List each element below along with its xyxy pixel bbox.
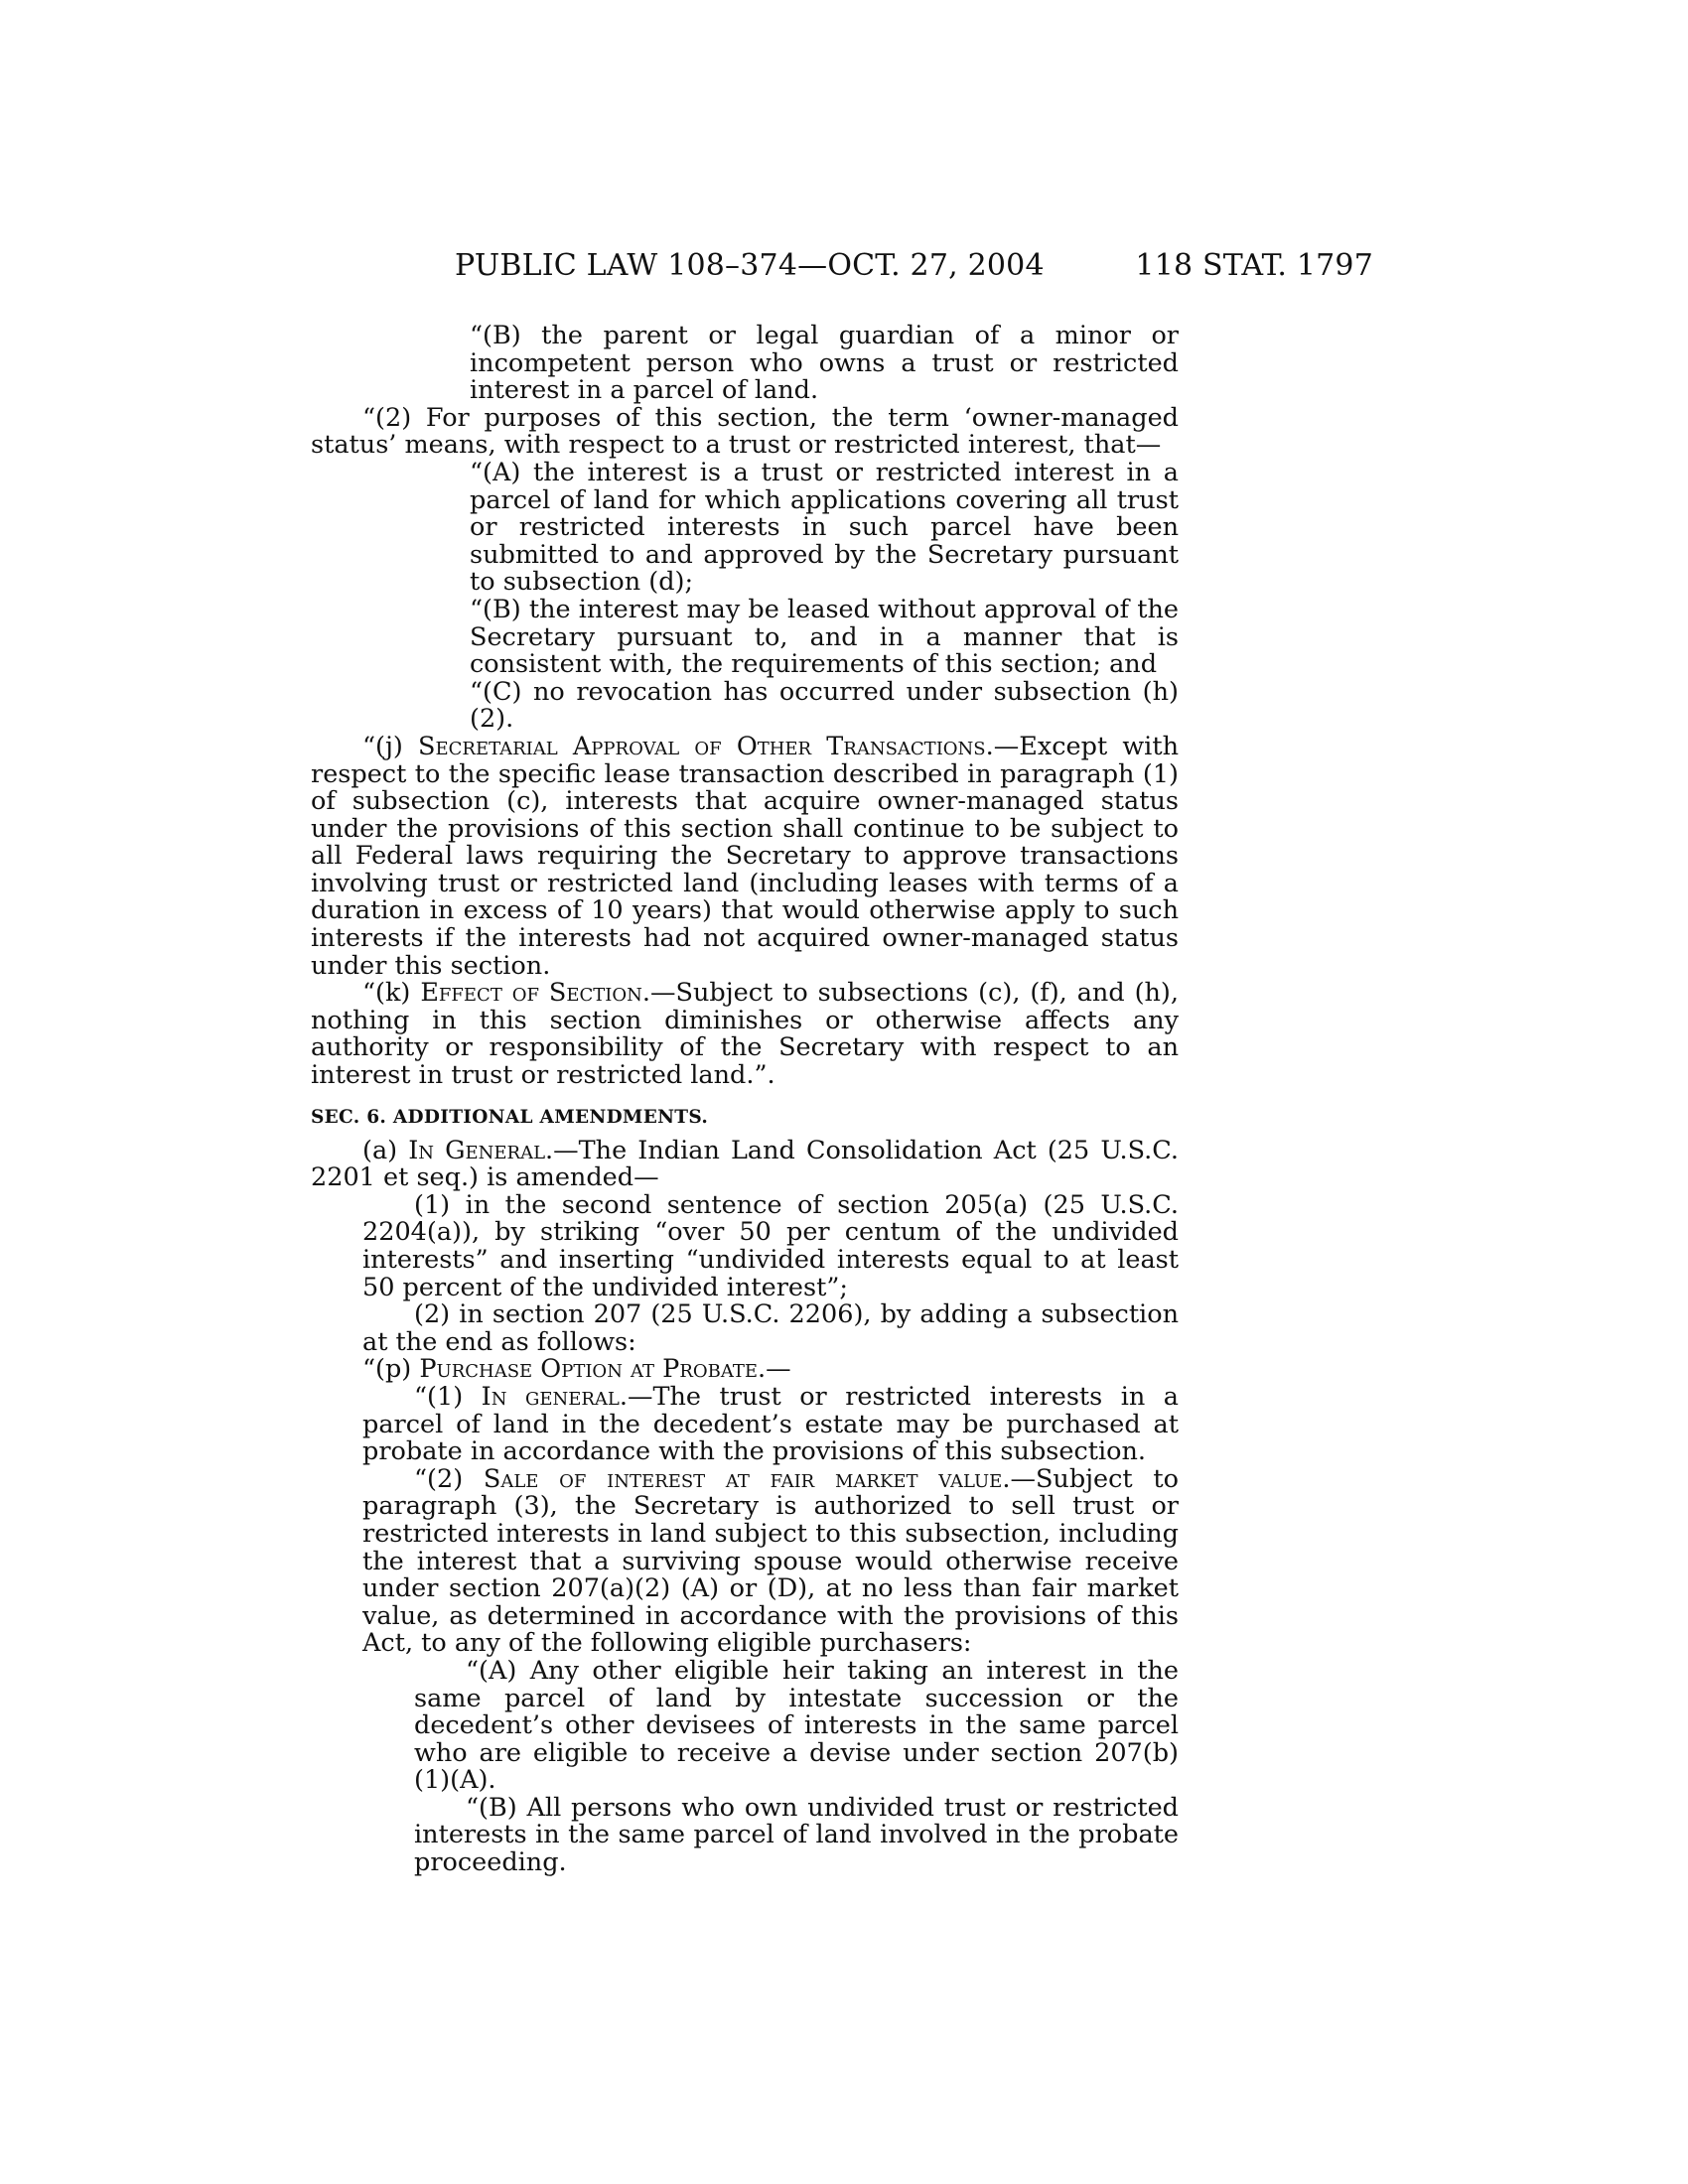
subsection-a-in-general: (a) In General.—The Indian Land Consolidation Act (25 U.S.C. 2201 et seq.) is amended— xyxy=(311,1135,1179,1193)
paragraph-2-caption: Sale of interest at fair market value. xyxy=(483,1463,1011,1494)
subsection-k: “(k) Effect of Section.—Subject to subsections (c), (f), and (h), nothing in this section diminishes or otherwise affects any authority or responsibility of the Secretary with respect to an interest in trust or restricted land.”. xyxy=(311,978,1179,1091)
amendment-2: (2) in section 207 (25 U.S.C. 2206), by adding a subsection at the end as follows: xyxy=(362,1299,1179,1357)
clause-b-parent-guardian: “(B) the parent or legal guardian of a minor or incompetent person who owns a trust or restricted interest in a parcel of land. xyxy=(470,321,1179,406)
statute-citation: 118 STAT. 1797 xyxy=(1135,248,1373,283)
paragraph-1-in-general: “(1) In general.—The trust or restricted interests in a parcel of land in the decedent’s estate may be purchased at probate in accordance with the provisions of this subsection. xyxy=(362,1381,1180,1467)
running-head: PUBLIC LAW 108–374—OCT. 27, 2004 xyxy=(455,248,1045,283)
page-header xyxy=(455,246,1373,286)
subsection-a-caption: In General. xyxy=(408,1135,554,1165)
paragraph-1-caption: In general. xyxy=(481,1381,628,1412)
section-heading: SEC. 6. ADDITIONAL AMENDMENTS. xyxy=(311,1106,709,1128)
subsection-k-caption: Effect of Section. xyxy=(420,978,651,1009)
subsection-j-caption: Secretarial Approval of Other Transactions. xyxy=(418,731,994,761)
paragraph-2-sale-of-interest: “(2) Sale of interest at fair market value.—Subject to paragraph (3), the Secretary is authorized to sell trust or restricted interests in land subject to this subsection, including the interest that a surviving spouse would otherwise receive under section 207(a)(2) (A) or (D), at no less than fair market value, as determined in accordance with the provisions of this Act, to any of the following eligible purchasers: xyxy=(362,1463,1180,1659)
subsection-j: “(j) Secretarial Approval of Other Transactions.—Except with respect to the specific lease transaction described in paragraph (1) of subsection (c), interests that acquire owner-managed status under the provisions of this section shall continue to be subject to all Federal laws requiring the Secretary to approve transactions involving trust or restricted land (including leases with terms of a duration in excess of 10 years) that would otherwise apply to such interests if the interests had not acquired owner-managed status under this section. xyxy=(311,731,1180,981)
subsection-p-heading: “(p) Purchase Option at Probate.— xyxy=(362,1354,791,1385)
amendment-1: (1) in the second sentence of section 205(a) (25 U.S.C. 2204(a)), by striking “over 50 per centum of the undivided interests” and inserting “undivided interests equal to at least 50 percent of the undivided interest”; xyxy=(362,1189,1179,1302)
eligible-purchaser-b: “(B) All persons who own undivided trust or restricted interests in the same parcel of land involved in the probate proceeding. xyxy=(414,1792,1179,1878)
paragraph-2-owner-managed-status: “(2) For purposes of this section, the term ‘owner-managed status’ means, with respect to a trust or restricted interest, that— xyxy=(311,402,1179,461)
eligible-purchaser-a: “(A) Any other eligible heir taking an interest in the same parcel of land by intestate succession or the decedent’s other devisees of interests in the same parcel who are eligible to receive a devise under section 207(b)(1)(A). xyxy=(414,1655,1179,1796)
document-body xyxy=(311,323,1179,1877)
subsection-p-caption: Purchase Option at Probate. xyxy=(419,1354,767,1385)
clause-b-lease-without-approval: “(B) the interest may be leased without approval of the Secretary pursuant to, and in a manner that is consistent with, the requirements of this section; and xyxy=(470,594,1179,680)
clause-a-interest: “(A) the interest is a trust or restricted interest in a parcel of land for which applications covering all trust or restricted interests in such parcel have been submitted to and approved by the Secretary pursuant to subsection (d); xyxy=(470,457,1179,598)
clause-c-no-revocation: “(C) no revocation has occurred under subsection (h)(2). xyxy=(470,676,1179,735)
